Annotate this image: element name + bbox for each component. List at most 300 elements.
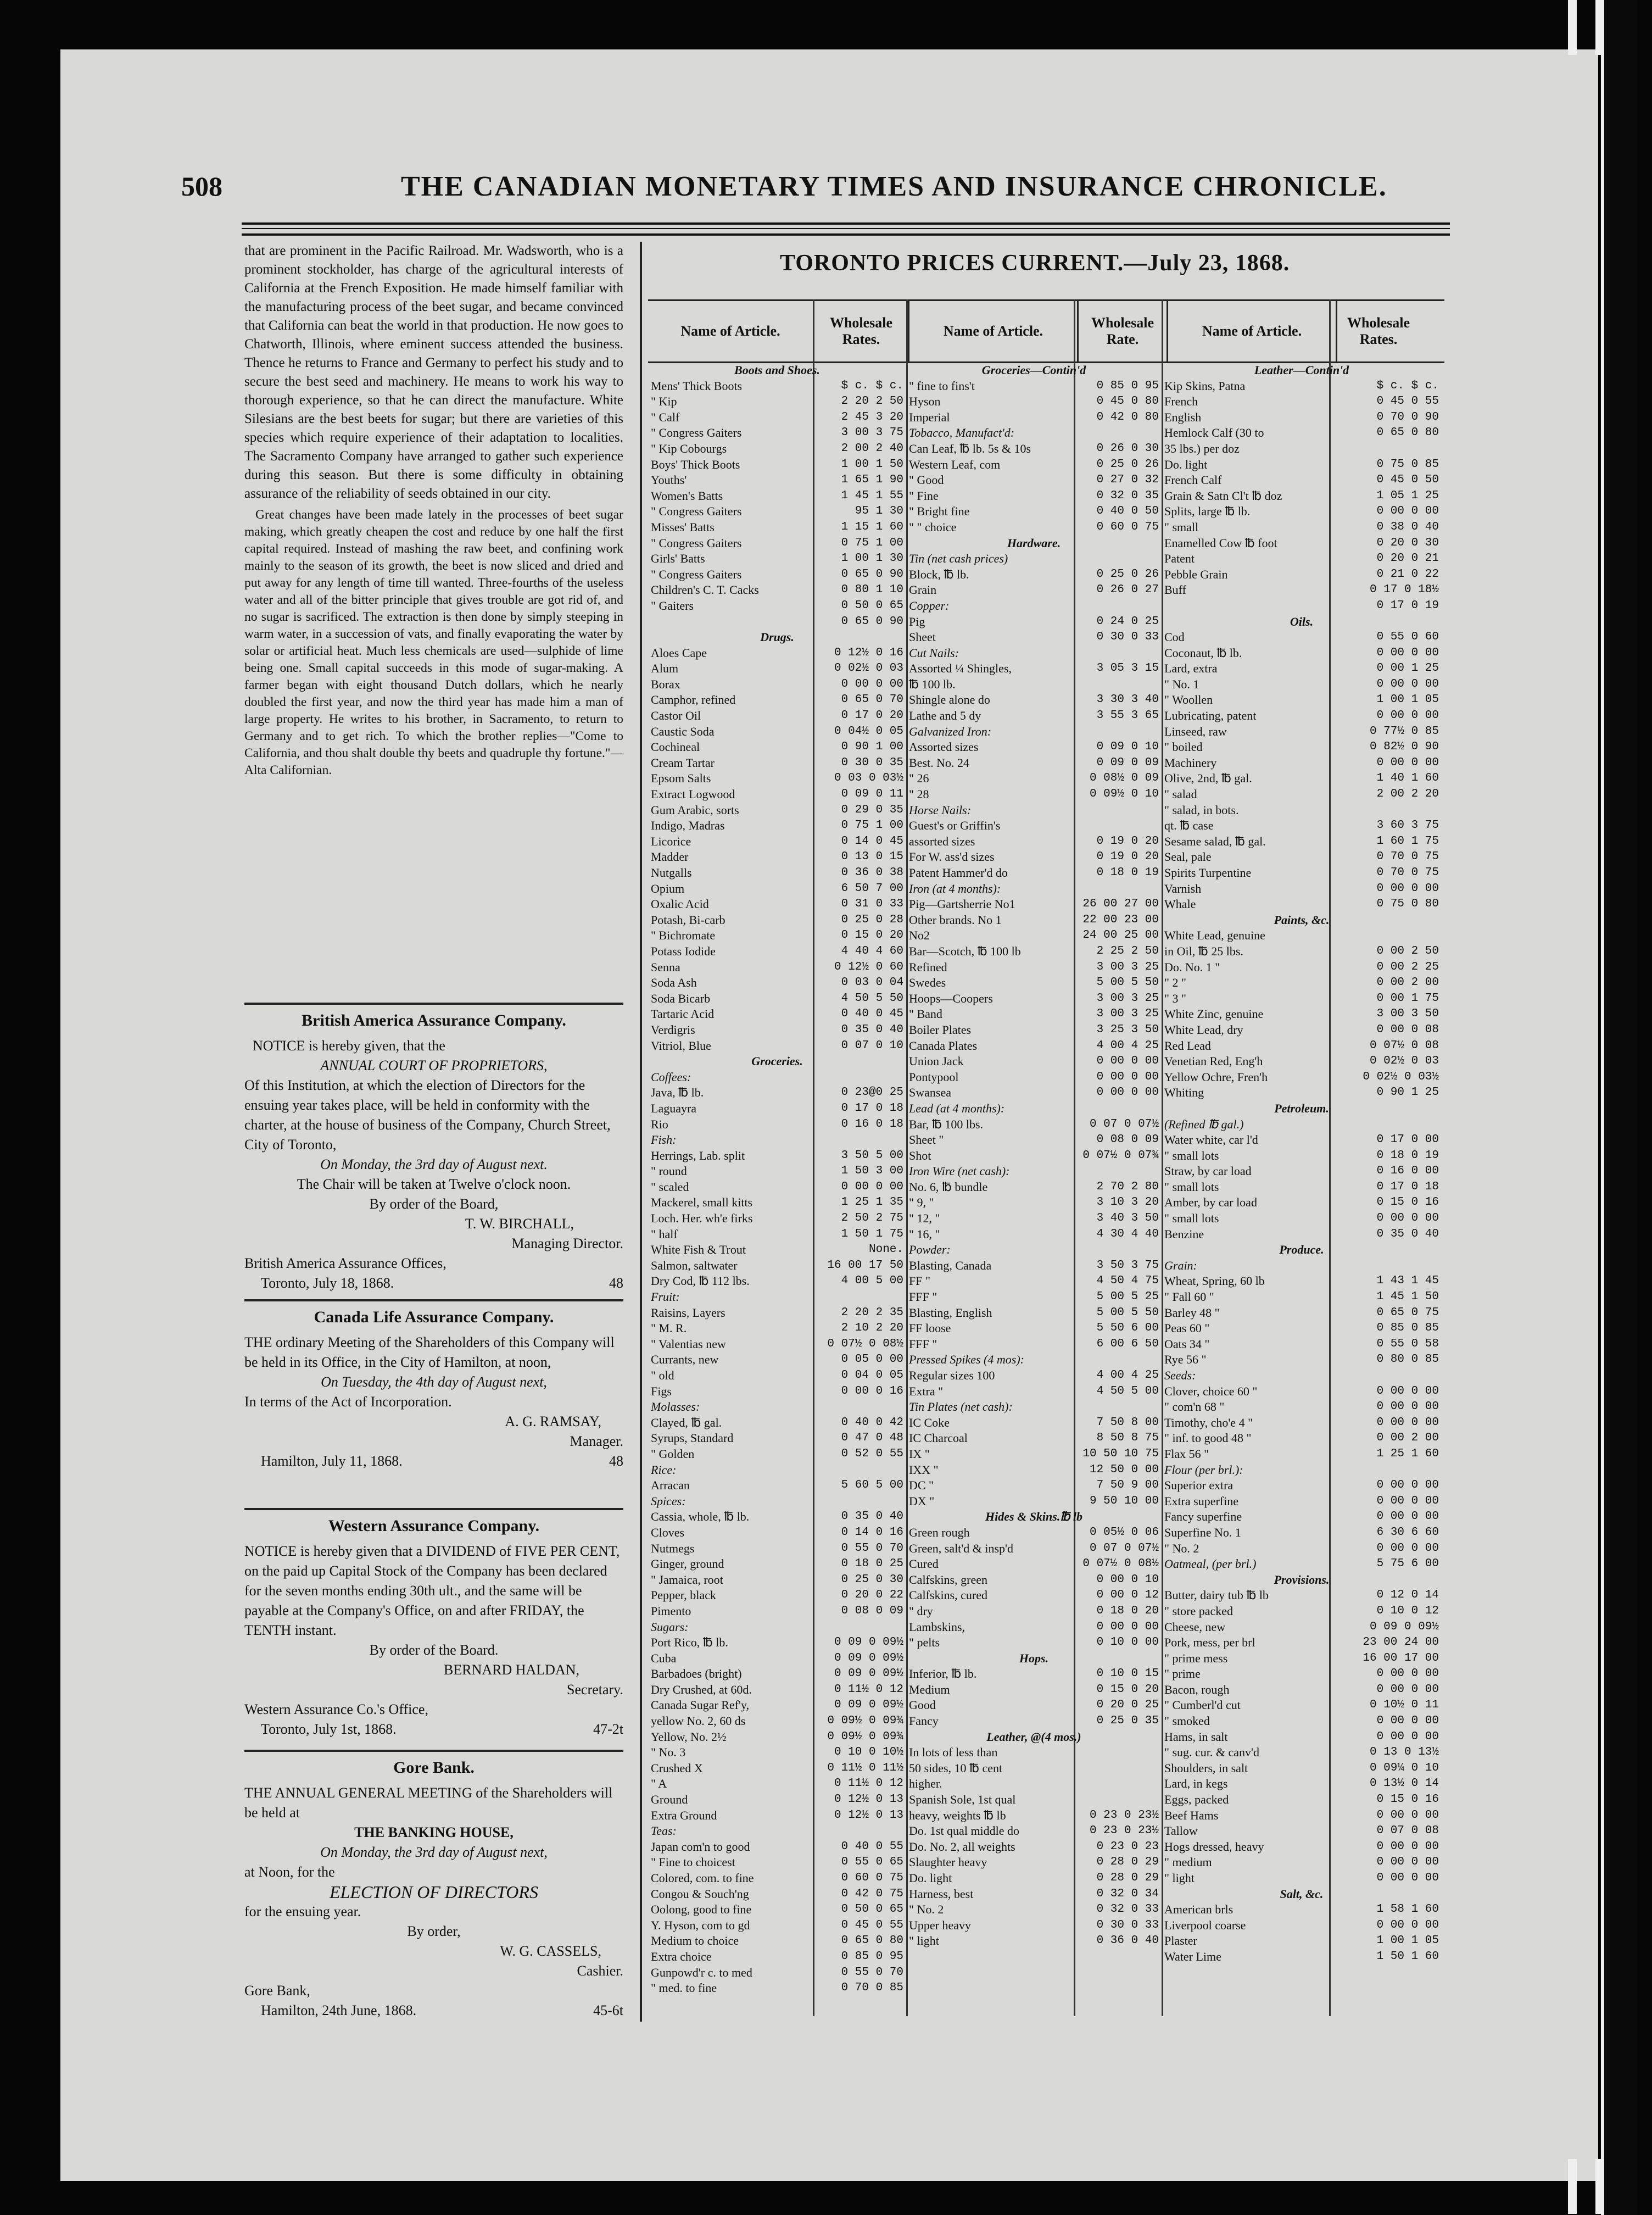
wholesale-rate: 0 21 0 22 — [1376, 567, 1439, 581]
wholesale-rate — [1329, 1258, 1439, 1274]
price-row — [1164, 1462, 1439, 1478]
wholesale-rate: 7 50 8 00 — [1096, 1416, 1159, 1429]
wholesale-rate: 0 11½ 0 12 — [834, 1777, 903, 1790]
article-name: Tartaric Acid — [651, 1007, 715, 1021]
price-row — [1164, 394, 1439, 410]
price-row — [1164, 1509, 1439, 1525]
wholesale-rate: 0 18 0 25 — [841, 1557, 903, 1571]
wholesale-rate: 0 23 0 23½ — [1089, 1808, 1159, 1822]
article-name: " Congress Gaiters — [651, 504, 742, 519]
article-name: " Golden — [651, 1446, 695, 1461]
price-row — [651, 614, 903, 630]
article-name: Cut Nails: — [909, 645, 959, 660]
article-name: Barbadoes (bright) — [651, 1667, 742, 1681]
wholesale-rate: 0 42 0 80 — [1096, 410, 1159, 424]
wholesale-rate: 0 75 1 00 — [841, 536, 903, 549]
notice-line: at Noon, for the — [244, 1864, 335, 1880]
price-row — [651, 1572, 903, 1588]
price-row — [651, 692, 903, 708]
notice-line: Cashier. — [577, 1963, 623, 1979]
wholesale-rate — [1074, 1352, 1159, 1368]
article-name: Calfskins, green — [909, 1572, 987, 1587]
wholesale-rate: 0 00 0 00 — [1376, 1400, 1439, 1413]
notice-line: BERNARD HALDAN, — [444, 1662, 579, 1678]
wholesale-rate: 4 00 4 25 — [1096, 1039, 1159, 1052]
article-name: FFF " — [909, 1337, 937, 1351]
price-row — [651, 1839, 903, 1855]
price-row — [909, 1148, 1159, 1164]
wholesale-rate: 0 80 1 10 — [841, 583, 903, 597]
price-row — [909, 1902, 1159, 1918]
price-row — [1164, 410, 1439, 426]
notice-line: Secretary. — [567, 1682, 623, 1698]
article-name: Water white, car l'd — [1164, 1133, 1258, 1147]
wholesale-rate: 3 25 3 50 — [1096, 1023, 1159, 1036]
price-section-heading: Leather, @(4 mos.) — [986, 1729, 1081, 1744]
article-name: " 26 — [909, 771, 929, 786]
wholesale-rate: 0 30 0 33 — [1096, 631, 1159, 644]
article-name: Sesame salad, ℔ gal. — [1164, 834, 1266, 848]
wholesale-rate: 0 80 0 85 — [1376, 1353, 1439, 1366]
price-row — [909, 1446, 1159, 1462]
wholesale-rate: 1 40 1 60 — [1376, 772, 1439, 785]
wholesale-rate — [1329, 928, 1439, 944]
wholesale-rate: 0 19 0 20 — [1096, 850, 1159, 864]
price-row — [1164, 1132, 1439, 1148]
price-row — [1164, 1949, 1439, 1965]
price-row — [1164, 1446, 1439, 1462]
price-row — [1164, 865, 1439, 881]
wholesale-rate: 0 30 0 35 — [841, 756, 903, 769]
article-name: " salad, in bots. — [1164, 803, 1239, 817]
header-rule — [242, 233, 1450, 236]
wholesale-rate: 3 60 3 75 — [1376, 819, 1439, 832]
price-row — [1164, 1902, 1439, 1918]
wholesale-rate: 0 03 0 04 — [841, 976, 903, 989]
article-name: Do. No. 1 " — [1164, 960, 1220, 974]
prices-column-headers — [648, 299, 1444, 363]
wholesale-rate: 24 00 25 00 — [1082, 929, 1159, 942]
price-row — [909, 1399, 1159, 1415]
article-name: " light — [909, 1934, 939, 1948]
article-name: Venetian Red, Eng'h — [1164, 1054, 1263, 1068]
article-name: French — [1164, 394, 1198, 409]
wholesale-rate: 4 00 5 00 — [841, 1275, 903, 1288]
price-row — [1164, 1871, 1439, 1886]
price-row — [909, 677, 1159, 693]
price-row — [909, 1745, 1159, 1761]
article-name: Regular sizes 100 — [909, 1368, 995, 1382]
price-row — [651, 1823, 903, 1839]
article-name: No. 6, ℔ bundle — [909, 1179, 988, 1194]
article-name: Good — [909, 1698, 936, 1712]
price-row — [909, 739, 1159, 755]
price-row — [909, 441, 1159, 457]
price-row — [909, 551, 1159, 567]
wholesale-rate: 0 00 0 00 — [1376, 1416, 1439, 1429]
notice-western-assurance — [244, 1516, 623, 1739]
wholesale-rate: 0 17 0 18 — [1376, 1180, 1439, 1193]
notice-line: THE ordinary Meeting of the Shareholders of this Company will be held in its Office, in the City of Hamilton, at noon, — [244, 1334, 615, 1370]
wholesale-rate: 0 28 0 29 — [1096, 1856, 1159, 1869]
price-row — [651, 803, 903, 819]
wholesale-rate: 2 20 2 50 — [841, 395, 903, 408]
wholesale-rate: 0 17 0 18 — [841, 1101, 903, 1115]
price-row — [909, 928, 1159, 944]
price-row — [651, 425, 903, 441]
price-row — [651, 1871, 903, 1886]
wholesale-rate: 0 00 0 00 — [1096, 1055, 1159, 1068]
wholesale-rate: 1 00 1 30 — [841, 552, 903, 565]
article-name: 35 lbs.) per doz — [1164, 441, 1240, 455]
article-name: Children's C. T. Cacks — [651, 583, 759, 597]
price-row — [651, 1462, 903, 1478]
wholesale-rate: 0 00 0 00 — [1376, 709, 1439, 722]
price-section-heading: Paints, &c. — [1274, 912, 1330, 927]
article-name: " Woollen — [1164, 693, 1213, 707]
wholesale-rate: 1 25 1 60 — [1376, 1447, 1439, 1460]
article-name: Bar—Scotch, ℔ 100 lb — [909, 944, 1021, 958]
article-name: Medium to choice — [651, 1934, 739, 1948]
wholesale-rate: 0 70 0 90 — [1376, 410, 1439, 424]
article-name: White Lead, genuine — [1164, 928, 1265, 943]
article-name: " store packed — [1164, 1604, 1234, 1618]
article-name: Guest's or Griffin's — [909, 819, 1001, 833]
price-section-heading: Salt, &c. — [1280, 1886, 1324, 1901]
wholesale-rate: 0 90 1 00 — [841, 741, 903, 754]
price-row — [1164, 1478, 1439, 1494]
price-row — [909, 1823, 1159, 1839]
article-name: Pig—Gartsherrie No1 — [909, 897, 1015, 911]
notice-heading: Canada Life Assurance Company. — [314, 1308, 554, 1326]
wholesale-rate: 0 75 0 85 — [1376, 458, 1439, 471]
wholesale-rate: 0 09½ 0 09¾ — [827, 1730, 903, 1743]
article-name: Green, salt'd & insp'd — [909, 1541, 1014, 1555]
price-row — [1164, 1808, 1439, 1824]
wholesale-rate: 0 00 2 00 — [1376, 976, 1439, 989]
article-name: " inf. to good 48 " — [1164, 1431, 1252, 1445]
article-name: " med. to fine — [651, 1981, 717, 1995]
article-name: Soda Ash — [651, 976, 697, 990]
article-name: " salad — [1164, 787, 1197, 802]
article-name: Inferior, ℔ lb. — [909, 1667, 977, 1681]
wholesale-rate: 0 18 0 20 — [1096, 1604, 1159, 1617]
article-name: " small lots — [1164, 1148, 1219, 1162]
article-name: Harness, best — [909, 1886, 974, 1901]
wholesale-rate: 0 65 0 90 — [841, 567, 903, 581]
wholesale-rate: 4 50 5 00 — [1096, 1384, 1159, 1398]
article-name: Shoulders, in salt — [1164, 1761, 1248, 1775]
price-row — [1164, 1698, 1439, 1713]
article-name: " 28 — [909, 787, 929, 802]
wholesale-rate: 1 50 3 00 — [841, 1165, 903, 1178]
price-row — [1164, 897, 1439, 912]
price-row — [651, 755, 903, 771]
price-row — [651, 1337, 903, 1353]
price-row — [651, 1117, 903, 1133]
article-name: Flour (per brl.): — [1164, 1462, 1243, 1477]
article-name: Swansea — [909, 1086, 951, 1100]
notice-line: T. W. BIRCHALL, — [465, 1216, 574, 1232]
price-row — [909, 598, 1159, 614]
article-name: " small lots — [1164, 1211, 1219, 1226]
wholesale-rate: 0 11½ 0 12 — [834, 1683, 903, 1696]
wholesale-rate: 0 26 0 27 — [1096, 583, 1159, 597]
price-row — [651, 1148, 903, 1164]
wholesale-rate: 3 50 3 75 — [1096, 1259, 1159, 1272]
notice-line: Hamilton, July 11, 1868. — [261, 1453, 403, 1469]
wholesale-rate: 0 85 0 85 — [1376, 1322, 1439, 1335]
wholesale-rate: 16 00 17 50 — [827, 1259, 903, 1272]
price-row — [909, 520, 1159, 536]
price-row — [909, 1541, 1159, 1557]
price-row — [651, 1965, 903, 1981]
price-row — [1164, 1227, 1439, 1243]
article-name: Hogs dressed, heavy — [1164, 1839, 1264, 1854]
notice-line: Toronto, July 18, 1868. — [261, 1275, 394, 1291]
price-row — [909, 1085, 1159, 1101]
article-name: Pimento — [651, 1604, 691, 1618]
price-row — [909, 1038, 1159, 1054]
wholesale-rate: 0 07 0 10 — [841, 1039, 903, 1052]
price-row — [1164, 1399, 1439, 1415]
wholesale-rate — [813, 1132, 903, 1148]
article-name: Iron (at 4 months): — [909, 881, 1001, 895]
notice-gore-bank — [244, 1758, 623, 2021]
section-rule — [244, 1750, 623, 1752]
price-row — [651, 1792, 903, 1808]
scan-mark — [1568, 0, 1577, 55]
wholesale-rate: 0 25 0 26 — [1096, 567, 1159, 581]
scan-mark — [1568, 2159, 1577, 2214]
wholesale-rate: 3 00 3 25 — [1096, 960, 1159, 973]
article-name: Licorice — [651, 834, 691, 848]
price-row — [1164, 1823, 1439, 1839]
price-row — [651, 1132, 903, 1148]
price-row — [1164, 928, 1439, 944]
article-name: Clover, choice 60 " — [1164, 1384, 1258, 1398]
price-section-heading: Oils. — [1290, 614, 1314, 628]
article-name: " half — [651, 1227, 678, 1241]
wholesale-rate: 0 25 0 26 — [1096, 458, 1159, 471]
article-name: Slaughter heavy — [909, 1855, 987, 1869]
col-header-name: Name of Article. — [909, 301, 1079, 361]
price-row — [909, 614, 1159, 630]
notice-line: Hamilton, 24th June, 1868. — [261, 2002, 417, 2018]
price-row — [651, 1980, 903, 1996]
article-name: Borax — [651, 677, 680, 691]
article-name: Red Lead — [1164, 1038, 1211, 1053]
col-header-rates: Wholesale Rates. — [814, 301, 909, 361]
price-row — [1164, 425, 1439, 441]
price-row — [651, 739, 903, 755]
notice-line: In terms of the Act of Incorporation. — [244, 1394, 452, 1410]
article-name: " pelts — [909, 1635, 940, 1650]
article-name: Arracan — [651, 1478, 690, 1493]
wholesale-rate — [813, 1289, 903, 1305]
price-row — [1164, 488, 1439, 504]
wholesale-rate: 0 30 0 33 — [1096, 1918, 1159, 1932]
wholesale-rate: 0 10½ 0 11 — [1369, 1699, 1439, 1712]
price-row — [651, 1070, 903, 1086]
wholesale-rate — [813, 1462, 903, 1478]
price-row — [1164, 1195, 1439, 1211]
article-name: Pressed Spikes (4 mos): — [909, 1353, 1024, 1367]
notice-line: British America Assurance Offices, — [244, 1255, 447, 1271]
wholesale-rate: 0 00 2 50 — [1376, 944, 1439, 958]
article-name: " No. 3 — [651, 1745, 686, 1760]
article-name: Assorted ¼ Shingles, — [909, 661, 1012, 676]
article-name: Cream Tartar — [651, 755, 715, 770]
wholesale-rate: 0 75 1 00 — [841, 819, 903, 832]
wholesale-rate: 0 12½ 0 16 — [834, 646, 903, 659]
price-row — [651, 1933, 903, 1949]
wholesale-rate: 0 60 0 75 — [841, 1872, 903, 1884]
wholesale-rate: 0 00 0 00 — [1376, 882, 1439, 895]
price-row — [651, 582, 903, 598]
price-row — [1164, 1619, 1439, 1635]
wholesale-rate: 8 50 8 75 — [1096, 1432, 1159, 1445]
wholesale-rate: 0 07 0 08 — [1376, 1824, 1439, 1838]
price-row — [909, 425, 1159, 441]
article-name: " Congress Gaiters — [651, 567, 742, 581]
wholesale-rate: 3 05 3 15 — [1096, 662, 1159, 675]
wholesale-rate: 1 05 1 25 — [1376, 489, 1439, 502]
article-name: " Valentias new — [651, 1337, 726, 1351]
price-row — [651, 1321, 903, 1337]
wholesale-rate: 0 13½ 0 14 — [1369, 1777, 1439, 1790]
notice-heading: Gore Bank. — [393, 1758, 475, 1777]
article-name: Salmon, saltwater — [651, 1258, 738, 1272]
col-header-rates: Wholesale Rates. — [1347, 315, 1410, 347]
price-row — [909, 771, 1159, 787]
wholesale-rate: $ c. $ c. — [1376, 379, 1439, 392]
price-row — [1164, 567, 1439, 583]
article-name: Opium — [651, 881, 685, 895]
prices-column-1 — [651, 363, 903, 1996]
wholesale-rate: 0 00 0 00 — [1376, 1683, 1439, 1696]
wholesale-rate: 0 35 0 40 — [841, 1023, 903, 1036]
wholesale-rate — [1074, 818, 1159, 834]
price-row — [651, 1227, 903, 1243]
wholesale-rate: 0 90 1 25 — [1376, 1086, 1439, 1099]
price-section-heading: Hardware. — [1007, 536, 1061, 550]
price-row — [651, 1352, 903, 1368]
article-name: Iron Wire (net cash): — [909, 1164, 1010, 1178]
price-row — [1164, 803, 1439, 819]
wholesale-rate: 0 20 0 22 — [841, 1589, 903, 1602]
article-name: White Zinc, genuine — [1164, 1007, 1264, 1021]
price-row — [1164, 1651, 1439, 1667]
article-name: Port Rico, ℔ lb. — [651, 1635, 728, 1650]
wholesale-rate: 0 25 0 35 — [1096, 1715, 1159, 1728]
article-name: Superfine No. 1 — [1164, 1525, 1241, 1539]
price-row — [1164, 1855, 1439, 1871]
article-name: Clayed, ℔ gal. — [651, 1415, 722, 1429]
price-section-heading: Drugs. — [760, 630, 794, 644]
article-name: " Kip Cobourgs — [651, 441, 727, 455]
price-row — [909, 1006, 1159, 1022]
wholesale-rate: 0 10 0 10½ — [834, 1746, 903, 1759]
wholesale-rate: 4 00 4 25 — [1096, 1369, 1159, 1382]
wholesale-rate: 0 26 0 30 — [1096, 442, 1159, 455]
wholesale-rate: 0 70 0 75 — [1376, 850, 1439, 864]
wholesale-rate: 0 00 0 00 — [1376, 756, 1439, 769]
article-name — [651, 614, 813, 630]
notice-british-america — [244, 1011, 623, 1293]
wholesale-rate: 3 00 3 25 — [1096, 992, 1159, 1005]
section-rule — [244, 1508, 623, 1510]
wholesale-rate: 0 07½ 0 08½ — [1082, 1557, 1159, 1571]
article-name: Refined — [909, 960, 947, 974]
price-row — [651, 1179, 903, 1195]
article-name: " Fine to choicest — [651, 1855, 735, 1869]
price-row — [651, 1258, 903, 1274]
article-name: " Congress Gaiters — [651, 536, 742, 550]
article-name: Castor Oil — [651, 709, 701, 723]
wholesale-rate: 0 50 0 65 — [841, 1903, 903, 1916]
article-name: " Jamaica, root — [651, 1572, 723, 1587]
article-name: Senna — [651, 960, 680, 974]
article-name: Amber, by car load — [1164, 1195, 1257, 1210]
price-row — [651, 1164, 903, 1179]
article-name: yellow No. 2, 60 ds — [651, 1714, 746, 1728]
wholesale-rate: 0 00 0 00 — [1376, 1667, 1439, 1680]
wholesale-rate: 0 09 0 09½ — [834, 1667, 903, 1680]
price-row — [1164, 1729, 1439, 1745]
article-name: Boys' Thick Boots — [651, 457, 740, 471]
article-name: Buff — [1164, 583, 1186, 597]
wholesale-rate: 0 09¼ 0 10 — [1369, 1761, 1439, 1774]
wholesale-rate: 0 08 0 09 — [841, 1604, 903, 1617]
article-name: Grain — [909, 583, 937, 597]
article-name: " light — [1164, 1871, 1195, 1885]
article-name: Gunpowd'r c. to med — [651, 1965, 752, 1979]
article-name: Indigo, Madras — [651, 819, 725, 833]
notice-ref: 47-2t — [593, 1721, 623, 1737]
article-name: Blasting, Canada — [909, 1258, 992, 1272]
article-name: Yellow Ochre, Fren'h — [1164, 1070, 1268, 1084]
price-row — [1164, 1384, 1439, 1400]
article-name: Oolong, good to fine — [651, 1902, 752, 1917]
wholesale-rate: 0 00 0 00 — [1376, 1918, 1439, 1932]
article-name: " 9, " — [909, 1195, 934, 1210]
wholesale-rate: 0 00 2 00 — [1376, 1432, 1439, 1445]
article-name: Bar, ℔ 100 lbs. — [909, 1117, 984, 1131]
price-row — [651, 551, 903, 567]
price-row — [909, 1698, 1159, 1713]
article-name: French Calf — [1164, 473, 1222, 487]
wholesale-rate: 2 10 2 20 — [841, 1322, 903, 1335]
wholesale-rate — [1074, 645, 1159, 661]
price-row — [1164, 472, 1439, 488]
wholesale-rate: 0 00 0 00 — [841, 1180, 903, 1193]
price-row — [651, 645, 903, 661]
price-row — [909, 818, 1159, 834]
price-row — [651, 1085, 903, 1101]
price-row — [1164, 551, 1439, 567]
price-row — [1164, 1022, 1439, 1038]
wholesale-rate: 0 09 0 09½ — [834, 1636, 903, 1649]
wholesale-rate: 1 43 1 45 — [1376, 1275, 1439, 1288]
wholesale-rate: 0 35 0 40 — [841, 1510, 903, 1523]
article-name: " dry — [909, 1604, 933, 1618]
notice-line: On Monday, the 3rd day of August next. — [320, 1156, 548, 1172]
price-row — [1164, 1289, 1439, 1305]
prices-title: TORONTO PRICES CURRENT.—July 23, 1868. — [780, 251, 1290, 276]
price-row — [1164, 504, 1439, 520]
article-name: Extra Ground — [651, 1808, 717, 1822]
